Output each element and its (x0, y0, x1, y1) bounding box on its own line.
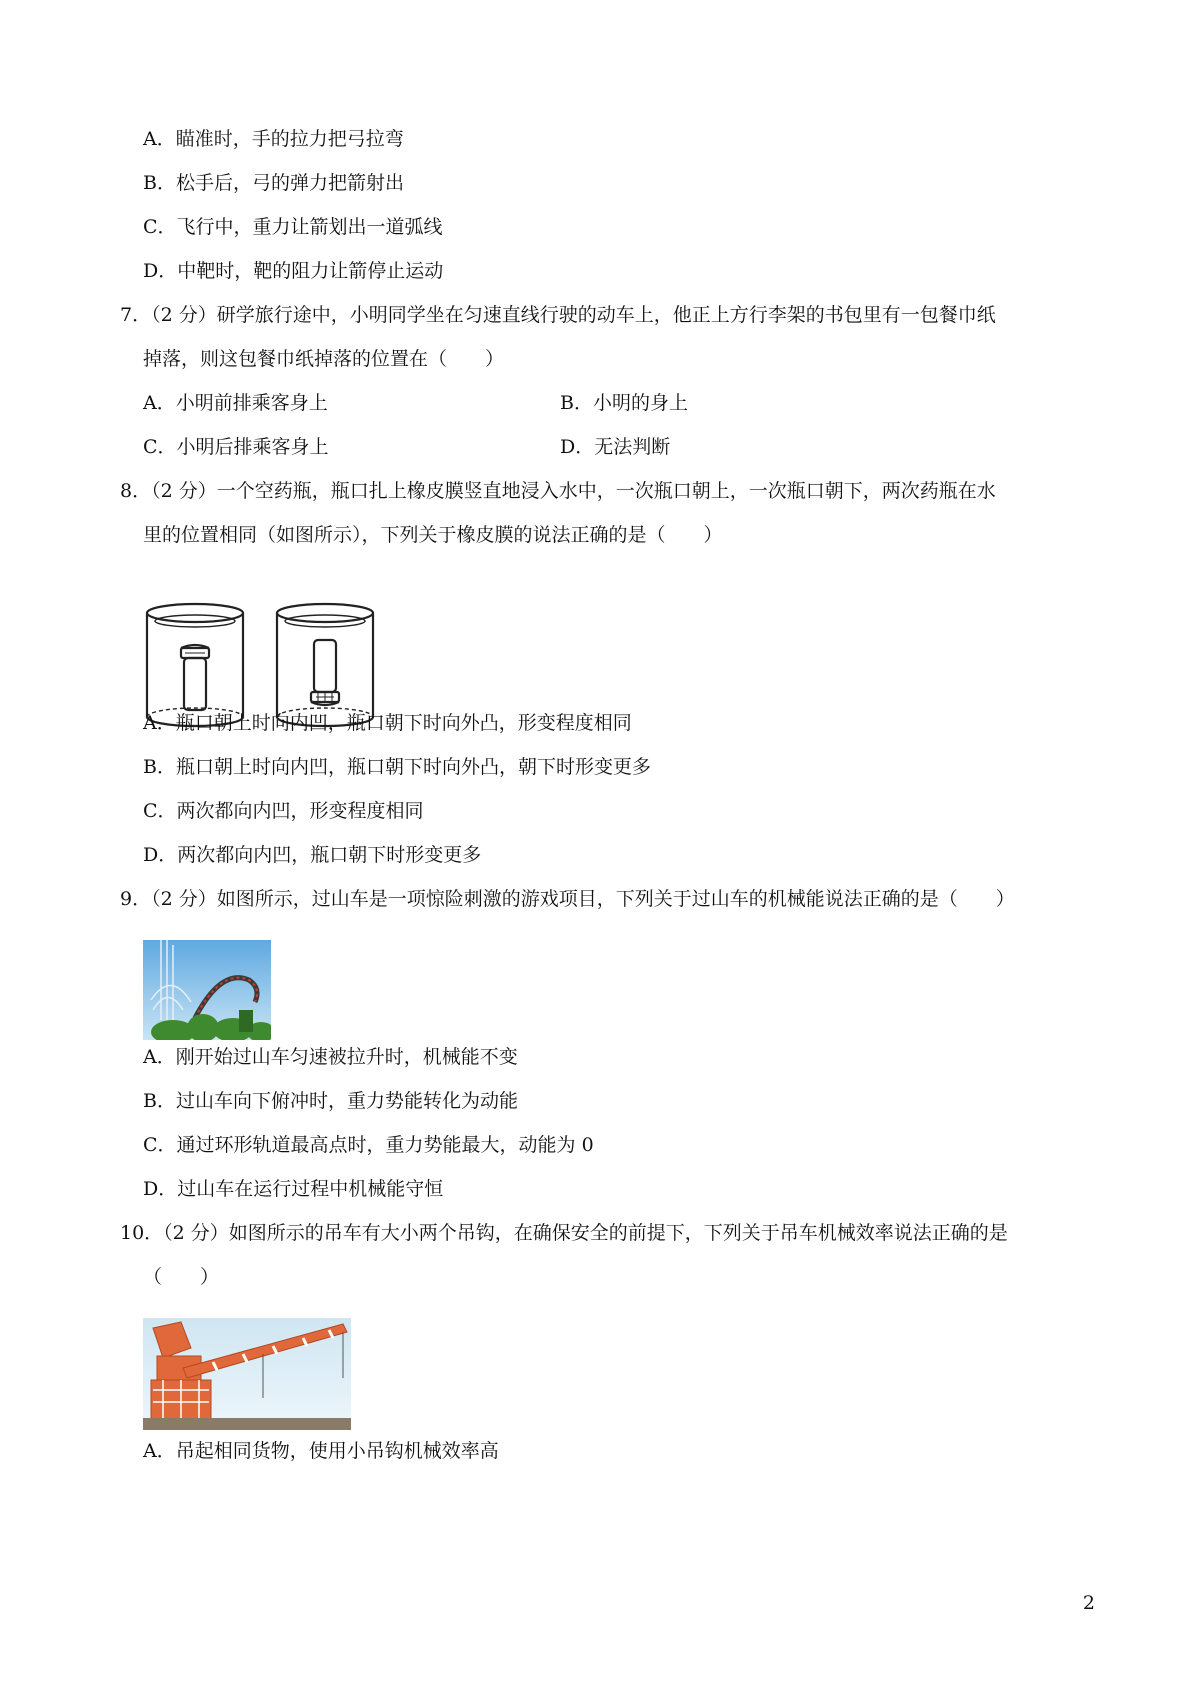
q9-option-d: D．过山车在运行过程中机械能守恒 (143, 1178, 444, 1200)
page-number: 2 (1082, 1592, 1095, 1614)
question-8-stem: 8．（2 分）一个空药瓶，瓶口扎上橡皮膜竖直地浸入水中，一次瓶口朝上，一次瓶口朝下，两次药瓶在水 (120, 480, 996, 502)
q9-option-b: B．过山车向下俯冲时，重力势能转化为动能 (143, 1090, 518, 1112)
q7-option-a: A．小明前排乘客身上 (143, 392, 328, 414)
q9-option-a: A．刚开始过山车匀速被拉升时，机械能不变 (143, 1046, 518, 1068)
q8-option-d: D．两次都向内凹，瓶口朝下时形变更多 (143, 844, 482, 866)
option-c-prev: C．飞行中，重力让箭划出一道弧线 (143, 216, 443, 238)
question-7-stem: 7．（2 分）研学旅行途中，小明同学坐在匀速直线行驶的动车上，他正上方行李架的书包里有一包餐巾纸 (120, 304, 996, 326)
q9-option-c: C．通过环形轨道最高点时，重力势能最大，动能为 0 (143, 1134, 594, 1156)
q7-option-b: B．小明的身上 (560, 392, 688, 414)
question-10-stem-cont: （ ） (143, 1266, 220, 1288)
option-b-prev: B．松手后，弓的弹力把箭射出 (143, 172, 404, 194)
q8-option-b: B．瓶口朝上时向内凹，瓶口朝下时向外凸，朝下时形变更多 (143, 756, 651, 778)
crane-photo (143, 1318, 351, 1430)
q10-option-a: A．吊起相同货物，使用小吊钩机械效率高 (143, 1440, 499, 1462)
q8-option-c: C．两次都向内凹，形变程度相同 (143, 800, 424, 822)
question-10-stem: 10．（2 分）如图所示的吊车有大小两个吊钩，在确保安全的前提下，下列关于吊车机械效率说法正确的是 (120, 1222, 1008, 1244)
option-d-prev: D．中靶时，靶的阻力让箭停止运动 (143, 260, 444, 282)
option-a-prev: A．瞄准时，手的拉力把弓拉弯 (143, 128, 404, 150)
question-9-stem: 9．（2 分）如图所示，过山车是一项惊险刺激的游戏项目，下列关于过山车的机械能说法正确的是（ ） (120, 888, 1015, 910)
question-8-stem-cont: 里的位置相同（如图所示），下列关于橡皮膜的说法正确的是（ ） (143, 524, 723, 546)
q7-option-c: C．小明后排乘客身上 (143, 436, 329, 458)
q7-option-d: D．无法判断 (560, 436, 671, 458)
roller-coaster-photo (143, 940, 271, 1040)
q8-option-a: A．瓶口朝上时向内凹，瓶口朝下时向外凸，形变程度相同 (143, 712, 632, 734)
question-7-stem-cont: 掉落，则这包餐巾纸掉落的位置在（ ） (143, 348, 505, 370)
